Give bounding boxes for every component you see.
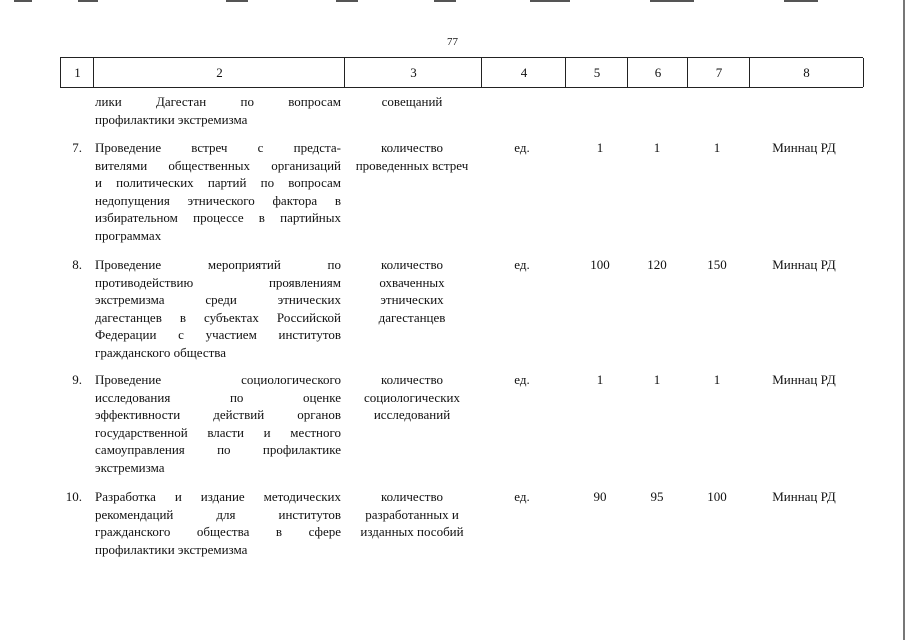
header-col-3: 3 — [344, 58, 482, 87]
item-name-line: гражданского общества — [95, 344, 227, 360]
executor-cell: Миннац РД — [772, 372, 836, 387]
value-col-6: 1 — [653, 372, 661, 387]
item-name-line: самоуправления по профилактике — [95, 442, 341, 457]
item-name-line: недопущения этнического фактора в — [95, 192, 341, 208]
scan-artifacts — [0, 0, 905, 6]
row-number: 7. — [72, 140, 82, 155]
row-number: 9. — [72, 372, 82, 387]
header-bottom-rule — [60, 87, 863, 88]
item-name — [95, 256, 341, 361]
item-name — [95, 93, 341, 128]
value-col-6: 1 — [653, 140, 661, 155]
value-col-6: 95 — [650, 489, 664, 504]
item-name-line: экстремизма среди этнических — [95, 292, 341, 307]
executor-cell: Миннац РД — [772, 489, 836, 504]
executor-cell: Миннац РД — [772, 140, 836, 155]
table-header — [60, 58, 863, 87]
item-name-line: рекомендаций для институтов — [95, 506, 341, 522]
value-col-7: 1 — [713, 372, 721, 387]
header-col-2: 2 — [93, 58, 345, 87]
item-name-line: и политических партий по вопросам — [95, 175, 341, 190]
indicator-cell: количество социологических исследований — [364, 372, 460, 422]
header-col-1: 1 — [60, 58, 94, 87]
value-col-7: 150 — [707, 257, 727, 272]
item-name-line: вителями общественных организаций — [95, 157, 341, 173]
item-name-line: исследования по оценке — [95, 389, 341, 405]
header-col-8: 8 — [749, 58, 864, 87]
value-col-6: 120 — [647, 257, 667, 272]
item-name-line: государственной власти и местного — [95, 424, 341, 440]
item-name-line: гражданского общества в сфере — [95, 524, 341, 539]
unit-cell: ед. — [514, 140, 530, 155]
indicator-cell: количество проведенных встреч — [355, 140, 469, 173]
value-col-7: 1 — [713, 140, 721, 155]
value-col-5: 100 — [590, 257, 610, 272]
item-name — [95, 488, 341, 558]
header-col-5: 5 — [565, 58, 628, 87]
item-name-line: профилактики экстремизма — [95, 541, 248, 557]
page-number: 77 — [447, 36, 458, 48]
value-col-7: 100 — [707, 489, 727, 504]
header-col-6: 6 — [627, 58, 688, 87]
indicator-cell: количество охваченных этнических дагестанцев — [378, 257, 446, 325]
value-col-5: 1 — [596, 140, 604, 155]
value-col-5: 90 — [593, 489, 607, 504]
executor-cell: Миннац РД — [772, 257, 836, 272]
header-col-4: 4 — [481, 58, 566, 87]
row-number: 8. — [72, 257, 82, 272]
value-col-5: 1 — [596, 372, 604, 387]
item-name-line: профилактики экстремизма — [95, 111, 248, 127]
item-name-line: Разработка и издание методических — [95, 489, 341, 504]
item-name-line: дагестанцев в субъектах Российской — [95, 309, 341, 325]
unit-cell: ед. — [514, 257, 530, 272]
item-name — [95, 139, 341, 244]
item-name-line: Проведение мероприятий по — [95, 257, 341, 272]
indicator-cell: совещаний — [381, 94, 443, 109]
indicator-cell: количество разработанных и изданных пособий — [360, 489, 464, 539]
item-name-line: Проведение встреч с предста- — [95, 140, 341, 155]
item-name-line: эффективности действий органов — [95, 407, 341, 422]
item-name-line: избирательном процессе в партийных — [95, 210, 341, 225]
item-name-line: противодействию проявлениям — [95, 274, 341, 290]
item-name-line: Федерации с участием институтов — [95, 327, 341, 342]
item-name-line: Проведение социологического — [95, 372, 341, 387]
unit-cell: ед. — [514, 489, 530, 504]
unit-cell: ед. — [514, 372, 530, 387]
item-name — [95, 371, 341, 476]
header-col-7: 7 — [687, 58, 750, 87]
item-name-line: программах — [95, 227, 162, 243]
item-name-line: лики Дагестан по вопросам — [95, 94, 341, 109]
item-name-line: экстремизма — [95, 459, 165, 475]
row-number: 10. — [65, 489, 82, 504]
